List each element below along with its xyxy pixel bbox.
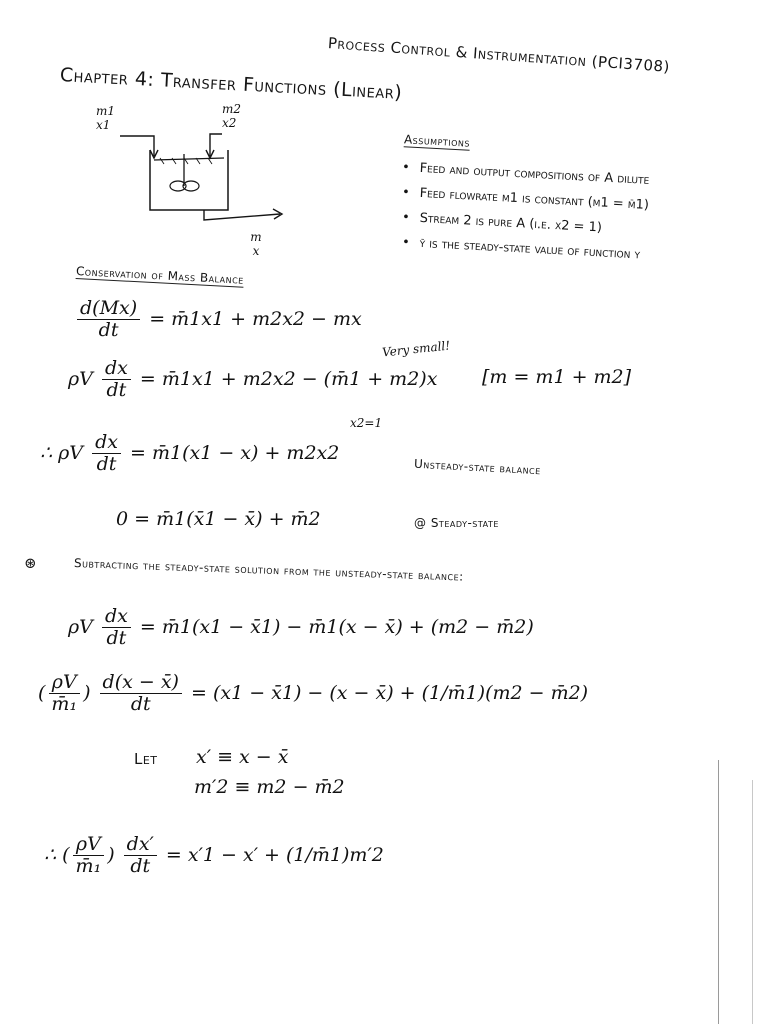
course-title: Process Control & Instrumentation (PCI3708)	[327, 34, 671, 76]
assumption-item: • Stream 2 is pure A (i.e. x2 = 1)	[402, 210, 650, 238]
mass-balance-heading: Conservation of Mass Balance	[75, 264, 245, 287]
equation-steady-state: 0 = m̄1(x̄1 − x̄) + m̄2	[116, 508, 321, 530]
inlet-2-label: m2 x2	[222, 102, 242, 130]
outlet-arrow	[204, 210, 280, 220]
assumption-item: • Feed and output compositions of A dilute	[402, 160, 650, 188]
assumption-item: • ȳ is the steady-state value of function y	[402, 235, 650, 263]
outlet-label: m x	[250, 230, 262, 258]
steady-state-label: @ Steady-state	[414, 516, 499, 530]
scan-edge-line	[752, 780, 753, 1024]
inlet-1-arrow	[120, 136, 154, 156]
equation-deviation-2: ( $\frac{\rho V}{\text{m̄₁}}$ ) $\frac{d(x - x̄)}{dt}$ = (x1 − x̄1) − (x − x̄) + (1/m̄1)(m2 − m̄2)	[38, 671, 589, 715]
equation-3: ∴ ρV $\frac{dx}{dt}$ = m̄1(x1 − x) + m2x2	[40, 431, 340, 475]
x2-note: x2=1	[350, 416, 383, 430]
inlet-1-label: m1 x1	[96, 104, 116, 132]
mass-flow-relation: [m = m1 + m2]	[482, 366, 632, 388]
assumption-item: • Feed flowrate m1 is constant (m1 = m̄1)	[402, 185, 650, 213]
very-small-note: Very small!	[381, 338, 451, 360]
chapter-title: Chapter 4: Transfer Functions (Linear)	[59, 64, 403, 104]
subtract-marker: ⊛	[24, 554, 37, 572]
inlet-2-arrow	[210, 134, 222, 156]
deviation-variable-m2: m′2 ≡ m2 − m̄2	[194, 776, 345, 798]
assumptions-heading: Assumptions	[403, 132, 471, 150]
deviation-variable-x: x′ ≡ x − x̄	[196, 746, 289, 768]
equation-2: ρV $\frac{dx}{dt}$ = m̄1x1 + m2x2 − (m̄1 + m2)x	[68, 357, 438, 401]
assumptions-list	[402, 160, 650, 263]
let-label: Let	[134, 750, 158, 768]
equation-1: $\frac{d(Mx)}{dt}$ = m̄1x1 + m2x2 − mx	[74, 298, 362, 342]
subtracting-text: Subtracting the steady-state solution from the unsteady-state balance:	[73, 556, 464, 584]
unsteady-state-label: Unsteady-state balance	[413, 456, 542, 478]
equation-final: ∴ ( $\frac{\rho V}{\text{m̄₁}}$ ) $\frac{dx'}{dt}$ = x′1 − x′ + (1/m̄1)m′2	[44, 833, 384, 877]
equation-deviation-1: ρV $\frac{dx}{dt}$ = m̄1(x1 − x̄1) − m̄1(x − x̄) + (m2 − m̄2)	[68, 605, 534, 649]
scan-edge-line	[718, 760, 719, 1024]
